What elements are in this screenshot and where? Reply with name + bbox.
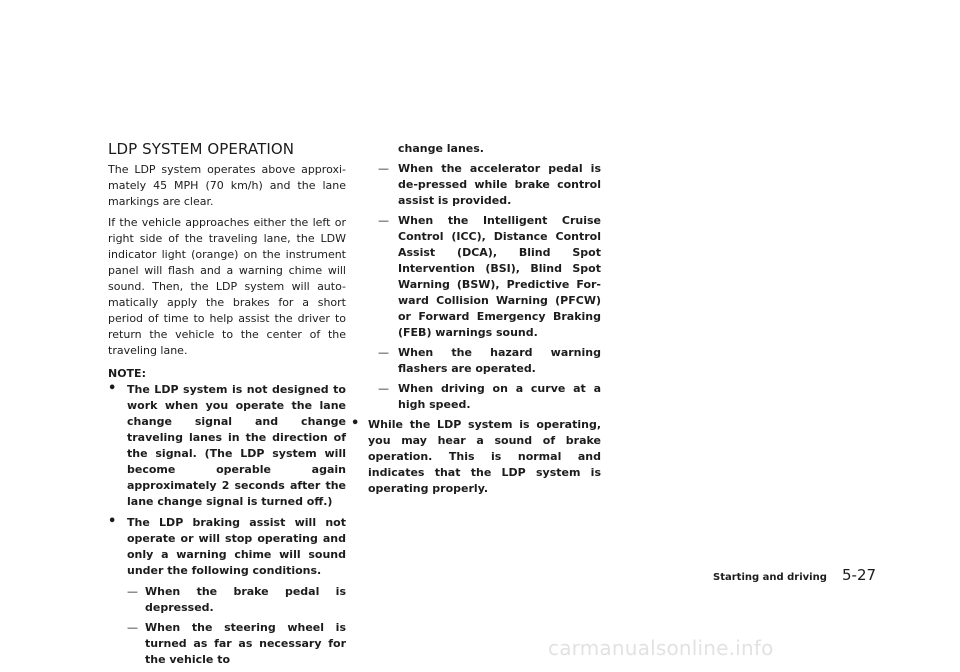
condition-hazard-flashers [363,345,601,377]
dash-marker: — [378,214,389,227]
note-bullet-lane-change [108,382,346,510]
bullet-text: While the LDP system is operating, you may hear a sound of brake operation. This is normal and indicates that the LDP system is operating properly. [368,418,601,495]
bullet-marker: • [108,514,117,529]
condition-text: When the hazard warning flashers are operated. [398,346,601,375]
note-bullet-brake-sound [351,417,601,497]
left-column [108,140,346,672]
condition-steering-wheel-continued [363,141,601,157]
right-column [351,141,601,502]
dash-marker: — [378,162,389,175]
section-heading: LDP SYSTEM OPERATION [108,140,295,158]
condition-text: change lanes. [398,142,484,155]
page-footer [713,565,876,584]
condition-curve [363,381,601,413]
footer-page-number: 5-27 [841,566,877,584]
dash-marker: — [127,621,138,634]
dash-marker: — [378,382,389,395]
condition-text: When the brake pedal is depressed. [145,585,346,614]
paragraph-lane-approach: If the vehicle approaches either the left or right side of the traveling lane, the LDW indicator light (orange) on the instrument panel will flash and a warning chime will sound. Then, the LDP system will auto-matically apply the brakes for a short period of time to help assist the driver to return the vehicle to the center of the traveling lane. [108,216,346,357]
condition-accelerator-pedal [363,161,601,209]
dash-marker: — [127,585,138,598]
bullet-marker: • [108,381,117,396]
condition-text: When the accelerator pedal is de-pressed while brake control assist is provided. [398,162,601,207]
condition-brake-pedal [108,584,346,616]
condition-text: When driving on a curve at a high speed. [398,382,601,411]
condition-other-warnings [363,213,601,341]
note-label: NOTE: [108,367,146,380]
watermark: carmanualsonline.info [548,636,774,660]
condition-steering-wheel [108,620,346,668]
footer-section-name: Starting and driving [713,572,827,583]
condition-text: When the Intelligent Cruise Control (ICC), Distance Control Assist (DCA), Blind Spot Intervention (BSI), Blind Spot Warning (BSW), Predictive For-ward Collision Warning (PFCW) or Forward Emergency Braking (FEB) warnings sound. [398,214,601,339]
bullet-text: The LDP braking assist will not operate or will stop operating and only a warning chime will sound under the following conditions. [127,516,346,577]
note-bullet-braking-assist [108,515,346,579]
condition-text: When the steering wheel is turned as far as necessary for the vehicle to [145,621,346,666]
bullet-marker: • [351,416,360,431]
dash-marker: — [378,346,389,359]
paragraph-operating-speed: The LDP system operates above approxi-mately 45 MPH (70 km/h) and the lane markings are clear. [108,163,346,208]
bullet-text: The LDP system is not designed to work when you operate the lane change signal and change traveling lanes in the direction of the signal. (The LDP system will become operable again approximately 2 seconds after the lane change signal is turned off.) [127,383,346,508]
